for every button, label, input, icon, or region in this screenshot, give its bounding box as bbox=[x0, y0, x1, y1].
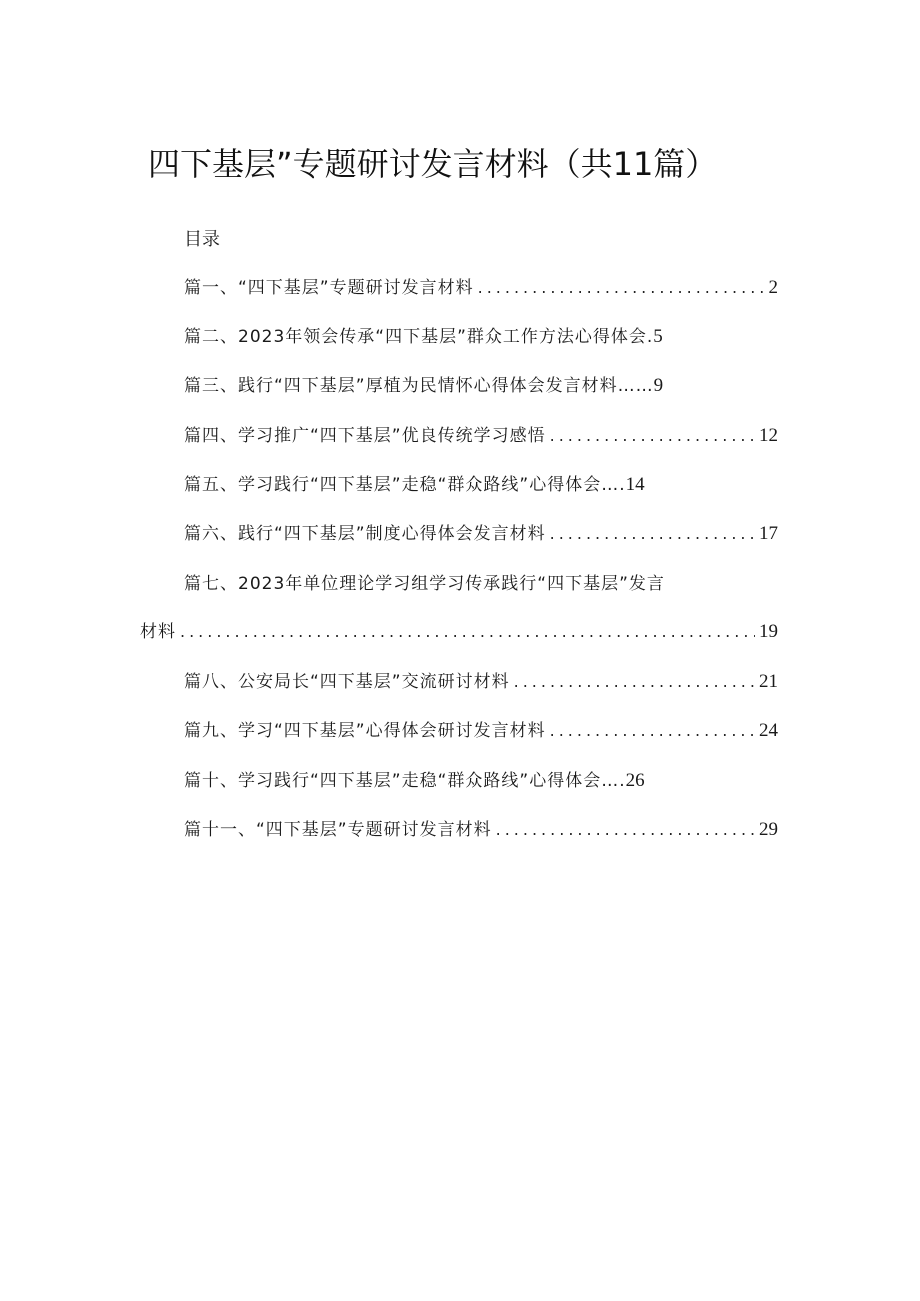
toc-page-number: 9 bbox=[653, 375, 664, 396]
toc-page-number: 29 bbox=[759, 819, 778, 840]
toc-leader-dots bbox=[550, 520, 755, 548]
toc-page-number: 19 bbox=[759, 621, 778, 642]
toc-page-number: 2 bbox=[768, 277, 778, 298]
toc-entry-title: 篇六、践行“四下基层”制度心得体会发言材料 bbox=[184, 524, 546, 544]
toc-entry-title: 篇十一、“四下基层”专题研讨发言材料 bbox=[184, 820, 492, 840]
toc-heading: 目录 bbox=[184, 229, 220, 250]
toc-entry-11[interactable] bbox=[184, 816, 778, 844]
toc-leader-dots bbox=[550, 717, 755, 745]
toc-leader-dots bbox=[514, 668, 755, 696]
toc-entry-title: 篇一、“四下基层”专题研讨发言材料 bbox=[184, 278, 474, 298]
toc-entry-6[interactable] bbox=[184, 520, 778, 548]
toc-entry-title: 篇二、2023年领会传承“四下基层”群众工作方法心得体会. bbox=[184, 327, 654, 347]
toc-page-number: 26 bbox=[625, 770, 645, 791]
toc-entry-10[interactable] bbox=[184, 767, 778, 795]
toc-leader-dots bbox=[496, 816, 755, 844]
toc-entry-8[interactable] bbox=[184, 668, 778, 696]
toc-entry-7-line1[interactable]: 篇七、2023年单位理论学习组学习传承践行“四下基层”发言 bbox=[184, 574, 665, 594]
toc-leader-dots bbox=[180, 618, 755, 646]
toc-entry-title: 材料 bbox=[140, 622, 176, 642]
toc-leader-dots bbox=[478, 274, 765, 302]
toc-entry-2[interactable] bbox=[184, 323, 778, 351]
document-title: 四下基层”专题研讨发言材料（共11篇） bbox=[148, 145, 718, 183]
toc-page-number: 14 bbox=[625, 474, 645, 495]
toc-leader-dots bbox=[550, 422, 755, 450]
toc-entry-7-line2[interactable] bbox=[140, 618, 778, 646]
toc-page-number: 12 bbox=[759, 425, 778, 446]
toc-entry-title: 篇四、学习推广“四下基层”优良传统学习感悟 bbox=[184, 426, 546, 446]
toc-entry-3[interactable] bbox=[184, 372, 778, 400]
toc-entry-title: 篇九、学习“四下基层”心得体会研讨发言材料 bbox=[184, 721, 546, 741]
toc-page-number: 17 bbox=[759, 523, 778, 544]
toc-entry-title: 篇八、公安局长“四下基层”交流研讨材料 bbox=[184, 672, 510, 692]
toc-entry-4[interactable] bbox=[184, 422, 778, 450]
toc-entry-5[interactable] bbox=[184, 471, 778, 499]
toc-page-number: 24 bbox=[759, 720, 778, 741]
toc-page-number: 5 bbox=[653, 326, 663, 347]
toc-entry-title: 篇五、学习践行“四下基层”走稳“群众路线”心得体会…. bbox=[184, 475, 626, 495]
toc-page-number: 21 bbox=[759, 671, 778, 692]
toc-entry-1[interactable] bbox=[184, 274, 778, 302]
toc-entry-title: 篇十、学习践行“四下基层”走稳“群众路线”心得体会…. bbox=[184, 771, 626, 791]
toc-entry-title: 篇三、践行“四下基层”厚植为民情怀心得体会发言材料…… bbox=[184, 376, 654, 396]
toc-entry-9[interactable] bbox=[184, 717, 778, 745]
